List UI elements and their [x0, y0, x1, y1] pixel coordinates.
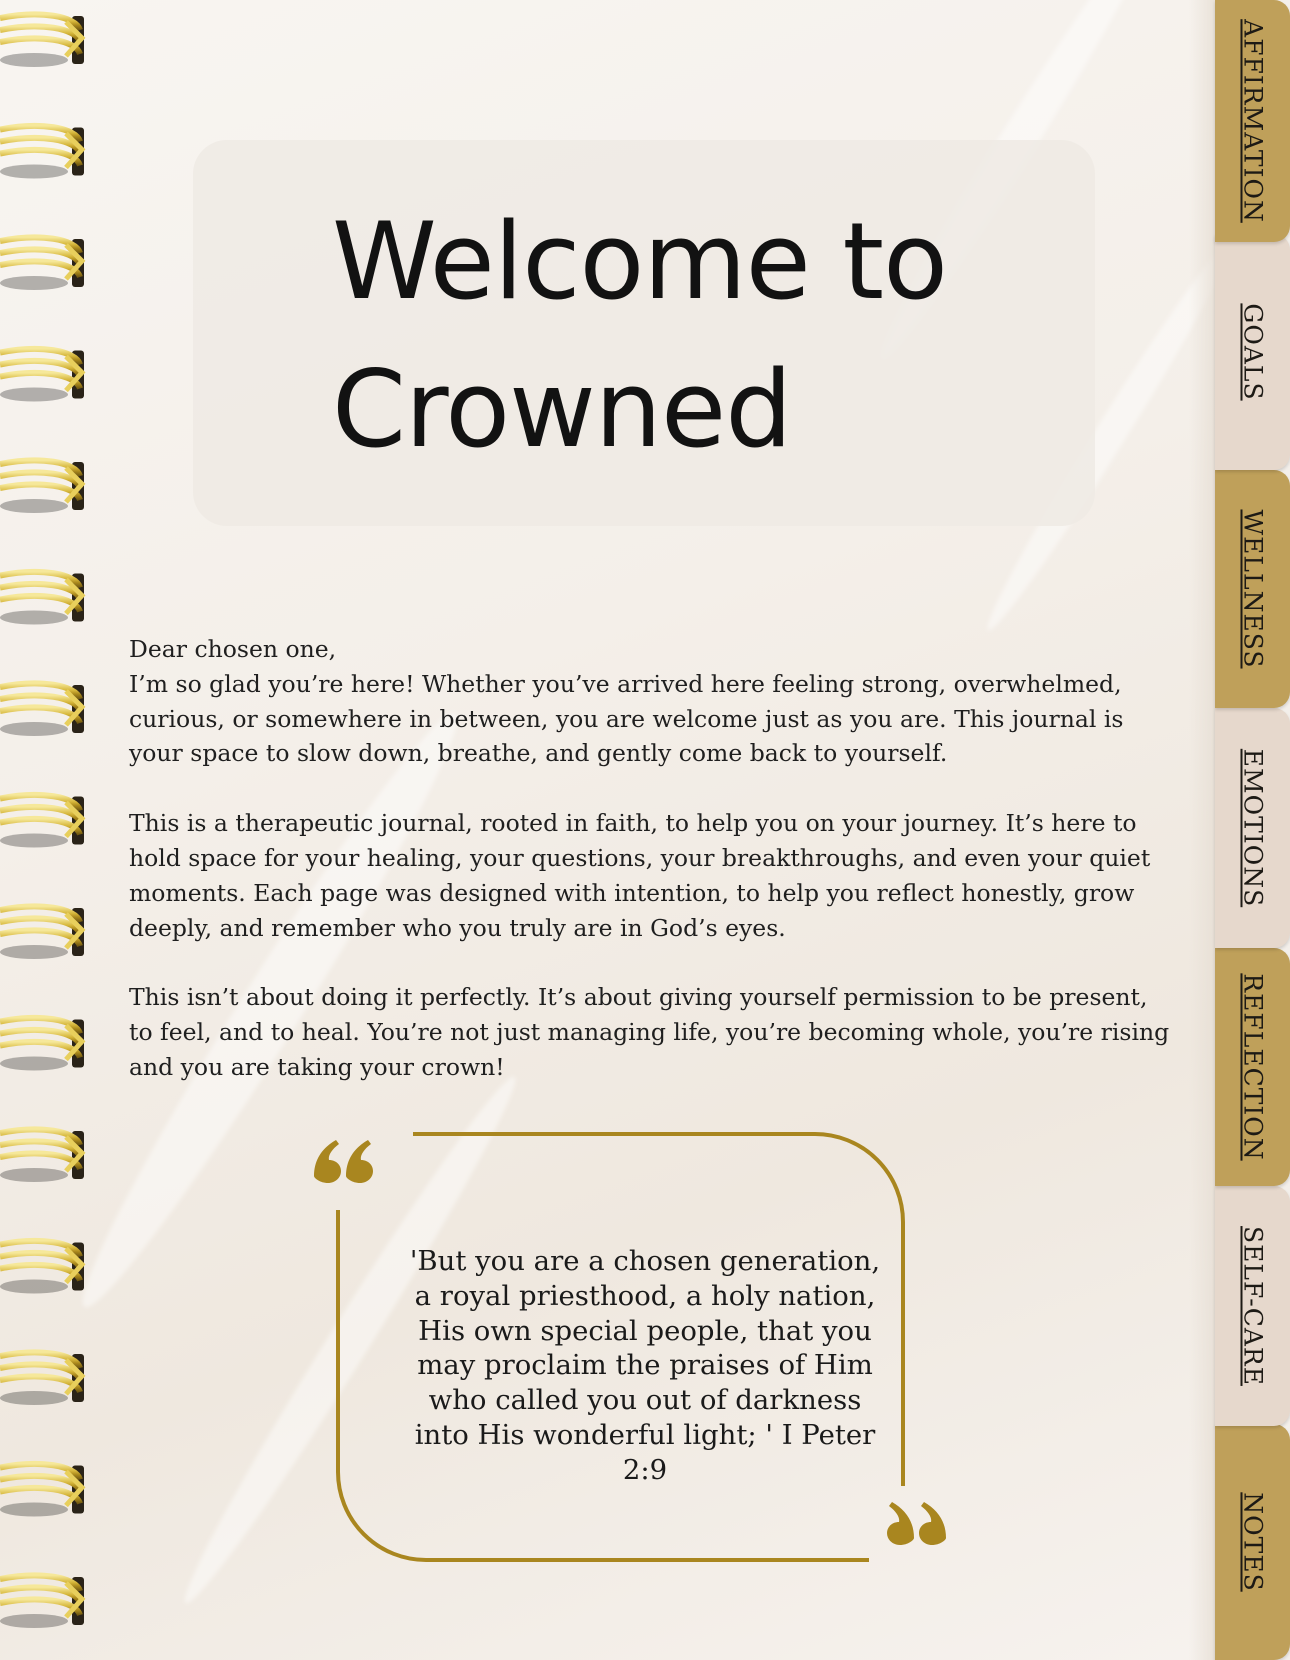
tab-affirmation[interactable] [1215, 0, 1290, 242]
spiral-ring [0, 1241, 84, 1294]
tab-notes[interactable] [1215, 1424, 1290, 1660]
spiral-ring [0, 1352, 84, 1405]
tab-label-self-care: SELF-CARE [1238, 1226, 1267, 1386]
close-quote-icon [887, 1502, 946, 1545]
title-line-2: Crowned [332, 348, 792, 471]
spiral-ring [0, 1575, 84, 1628]
open-quote-icon [314, 1140, 373, 1183]
welcome-letter [129, 632, 1174, 1120]
spiral-binding [0, 0, 90, 1660]
spiral-ring [0, 1129, 84, 1182]
spiral-ring [0, 14, 84, 67]
bible-quote: 'But you are a chosen generation, a royal priesthood, a holy nation, His own special people, that you may proclaim the praises of Him who called you out of darkness into His wonderful light; ' I Peter 2:9 [409, 1245, 881, 1486]
spiral-ring [0, 237, 84, 290]
letter-paragraph-3: This isn’t about doing it perfectly. It’s about giving yourself permission to be present, to feel, and to heal. You’re not just managing life, you’re becoming whole, you’re rising and you are taking your crown! [129, 983, 1170, 1081]
spiral-ring [0, 795, 84, 848]
spiral-ring [0, 572, 84, 625]
spiral-ring [0, 906, 84, 959]
tab-reflection[interactable] [1215, 948, 1290, 1186]
tab-label-notes: NOTES [1238, 1492, 1267, 1592]
letter-paragraph-1: I’m so glad you’re here! Whether you’ve arrived here feeling strong, overwhelmed, curious, or somewhere in between, you are welcome just as you are. This journal is your space to slow down, breathe, and gently come back to yourself. [129, 669, 1124, 768]
letter-salutation: Dear chosen one, [129, 635, 337, 663]
tab-wellness[interactable] [1215, 470, 1290, 708]
page-title [332, 188, 947, 484]
title-line-1: Welcome to [332, 200, 947, 323]
tab-label-wellness: WELLNESS [1238, 509, 1267, 669]
spiral-ring [0, 683, 84, 736]
tab-label-affirmation: AFFIRMATION [1238, 19, 1267, 223]
tab-self-care[interactable] [1215, 1186, 1290, 1426]
tab-emotions[interactable] [1215, 708, 1290, 948]
section-tabs [1215, 0, 1290, 1660]
tab-goals[interactable] [1215, 234, 1290, 470]
spiral-ring [0, 1464, 84, 1517]
tab-label-emotions: EMOTIONS [1238, 748, 1267, 908]
spiral-ring [0, 349, 84, 402]
tab-label-reflection: REFLECTION [1238, 973, 1267, 1161]
spiral-ring [0, 126, 84, 179]
spiral-ring [0, 1018, 84, 1071]
tab-label-goals: GOALS [1238, 303, 1267, 401]
spiral-ring [0, 460, 84, 513]
letter-paragraph-2: This is a therapeutic journal, rooted in faith, to help you on your journey. It’s here to hold space for your healing, your questions, your breakthroughs, and even your quiet moments. Each page was designed with intention, to help you reflect honestly, grow deeply, and remember who you truly are in God’s eyes. [129, 809, 1151, 942]
